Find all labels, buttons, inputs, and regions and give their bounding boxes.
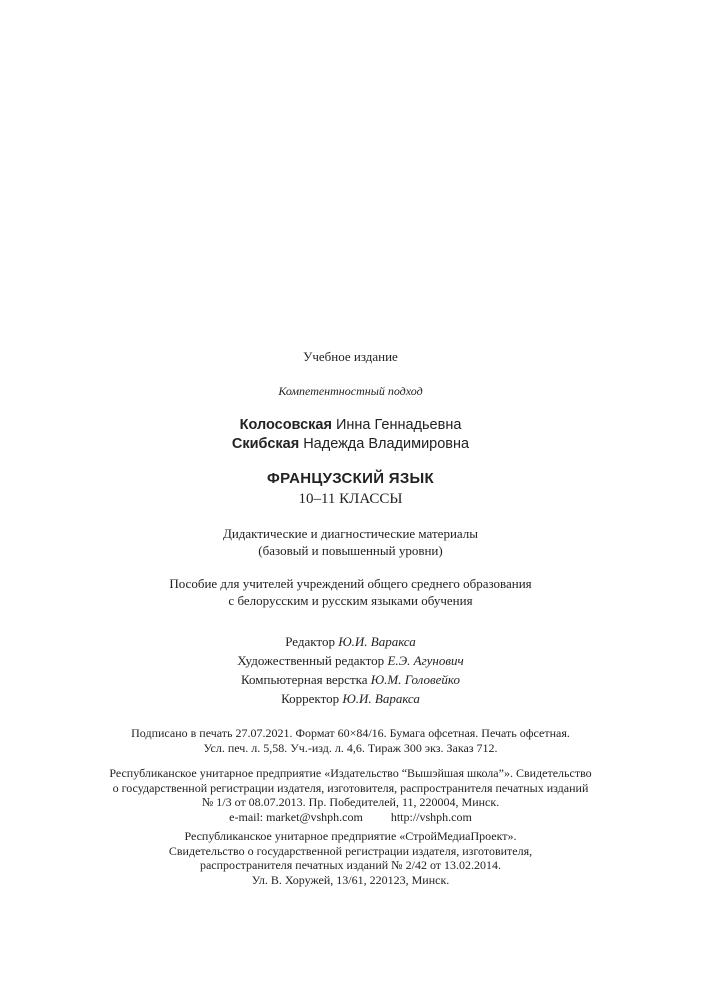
- materials-line-1: Дидактические и диагностические материалы: [222, 526, 479, 541]
- materials-description: [0, 525, 701, 559]
- credit-layout: [0, 670, 701, 689]
- printer-line-4: Ул. В. Хоружей, 13/61, 220123, Минск.: [251, 872, 450, 887]
- credit-role: Редактор: [285, 634, 335, 649]
- credit-editor: [0, 632, 701, 651]
- print-info: [0, 726, 701, 755]
- credit-name: Е.Э. Агунович: [387, 653, 464, 668]
- grades: 10–11 КЛАССЫ: [298, 491, 403, 507]
- author-1-surname: Колосовская: [239, 417, 332, 433]
- purpose-line-1: Пособие для учителей учреждений общего среднего образования: [169, 576, 532, 591]
- publisher-line-3: № 1/3 от 08.07.2013. Пр. Победителей, 11, 220004, Минск.: [201, 795, 500, 809]
- printer-line-1: Республиканское унитарное предприятие «СтройМедиаПроект».: [184, 829, 517, 843]
- publisher-email: e-mail: market@vshph.com: [229, 809, 363, 824]
- materials-line-2: (базовый и повышенный уровни): [258, 543, 443, 558]
- publisher-info: [0, 766, 701, 824]
- credit-name: Ю.М. Головейко: [370, 672, 460, 687]
- credit-role: Художественный редактор: [237, 653, 385, 668]
- purpose-line-2: с белорусским и русским языками обучения: [228, 593, 473, 608]
- credit-name: Ю.И. Варакса: [338, 634, 416, 649]
- author-1-given-names: Инна Геннадьевна: [335, 417, 462, 433]
- printer-info: [0, 829, 701, 887]
- approach-subtitle: Компетентностный подход: [278, 384, 423, 398]
- edition-type: Учебное издание: [303, 349, 398, 364]
- publisher-website: http://vshph.com: [390, 809, 472, 824]
- credit-name: Ю.И. Варакса: [342, 691, 420, 706]
- book-title: ФРАНЦУЗСКИЙ ЯЗЫК: [266, 470, 434, 487]
- author-2: [0, 435, 701, 454]
- print-info-line-2: Усл. печ. л. 5,58. Уч.-изд. л. 4,6. Тираж 300 экз. Заказ 712.: [203, 740, 498, 755]
- author-1: [0, 416, 701, 435]
- printer-line-2: Свидетельство о государственной регистрации издателя, изготовителя,: [168, 843, 533, 858]
- credit-proofreader: [0, 689, 701, 708]
- publisher-contacts: [0, 810, 701, 825]
- author-2-surname: Скибская: [231, 436, 300, 452]
- publisher-line-2: о государственной регистрации издателя, изготовителя, распространителя печатных изданий: [112, 780, 589, 795]
- credit-art-editor: [0, 651, 701, 670]
- authors-block: [0, 416, 701, 454]
- credit-role: Компьютерная верстка: [241, 672, 368, 687]
- publisher-line-1: Республиканское унитарное предприятие «Издательство “Вышэйшая школа”». Свидетельство: [109, 766, 592, 780]
- author-2-given-names: Надежда Владимировна: [303, 436, 470, 452]
- credits-block: [0, 632, 701, 708]
- printer-line-3: распространителя печатных изданий № 2/42 от 13.02.2014.: [199, 858, 502, 872]
- print-info-line-1: Подписано в печать 27.07.2021. Формат 60×84/16. Бумага офсетная. Печать офсетная.: [131, 726, 570, 740]
- credit-role: Корректор: [281, 691, 340, 706]
- purpose-description: [0, 575, 701, 609]
